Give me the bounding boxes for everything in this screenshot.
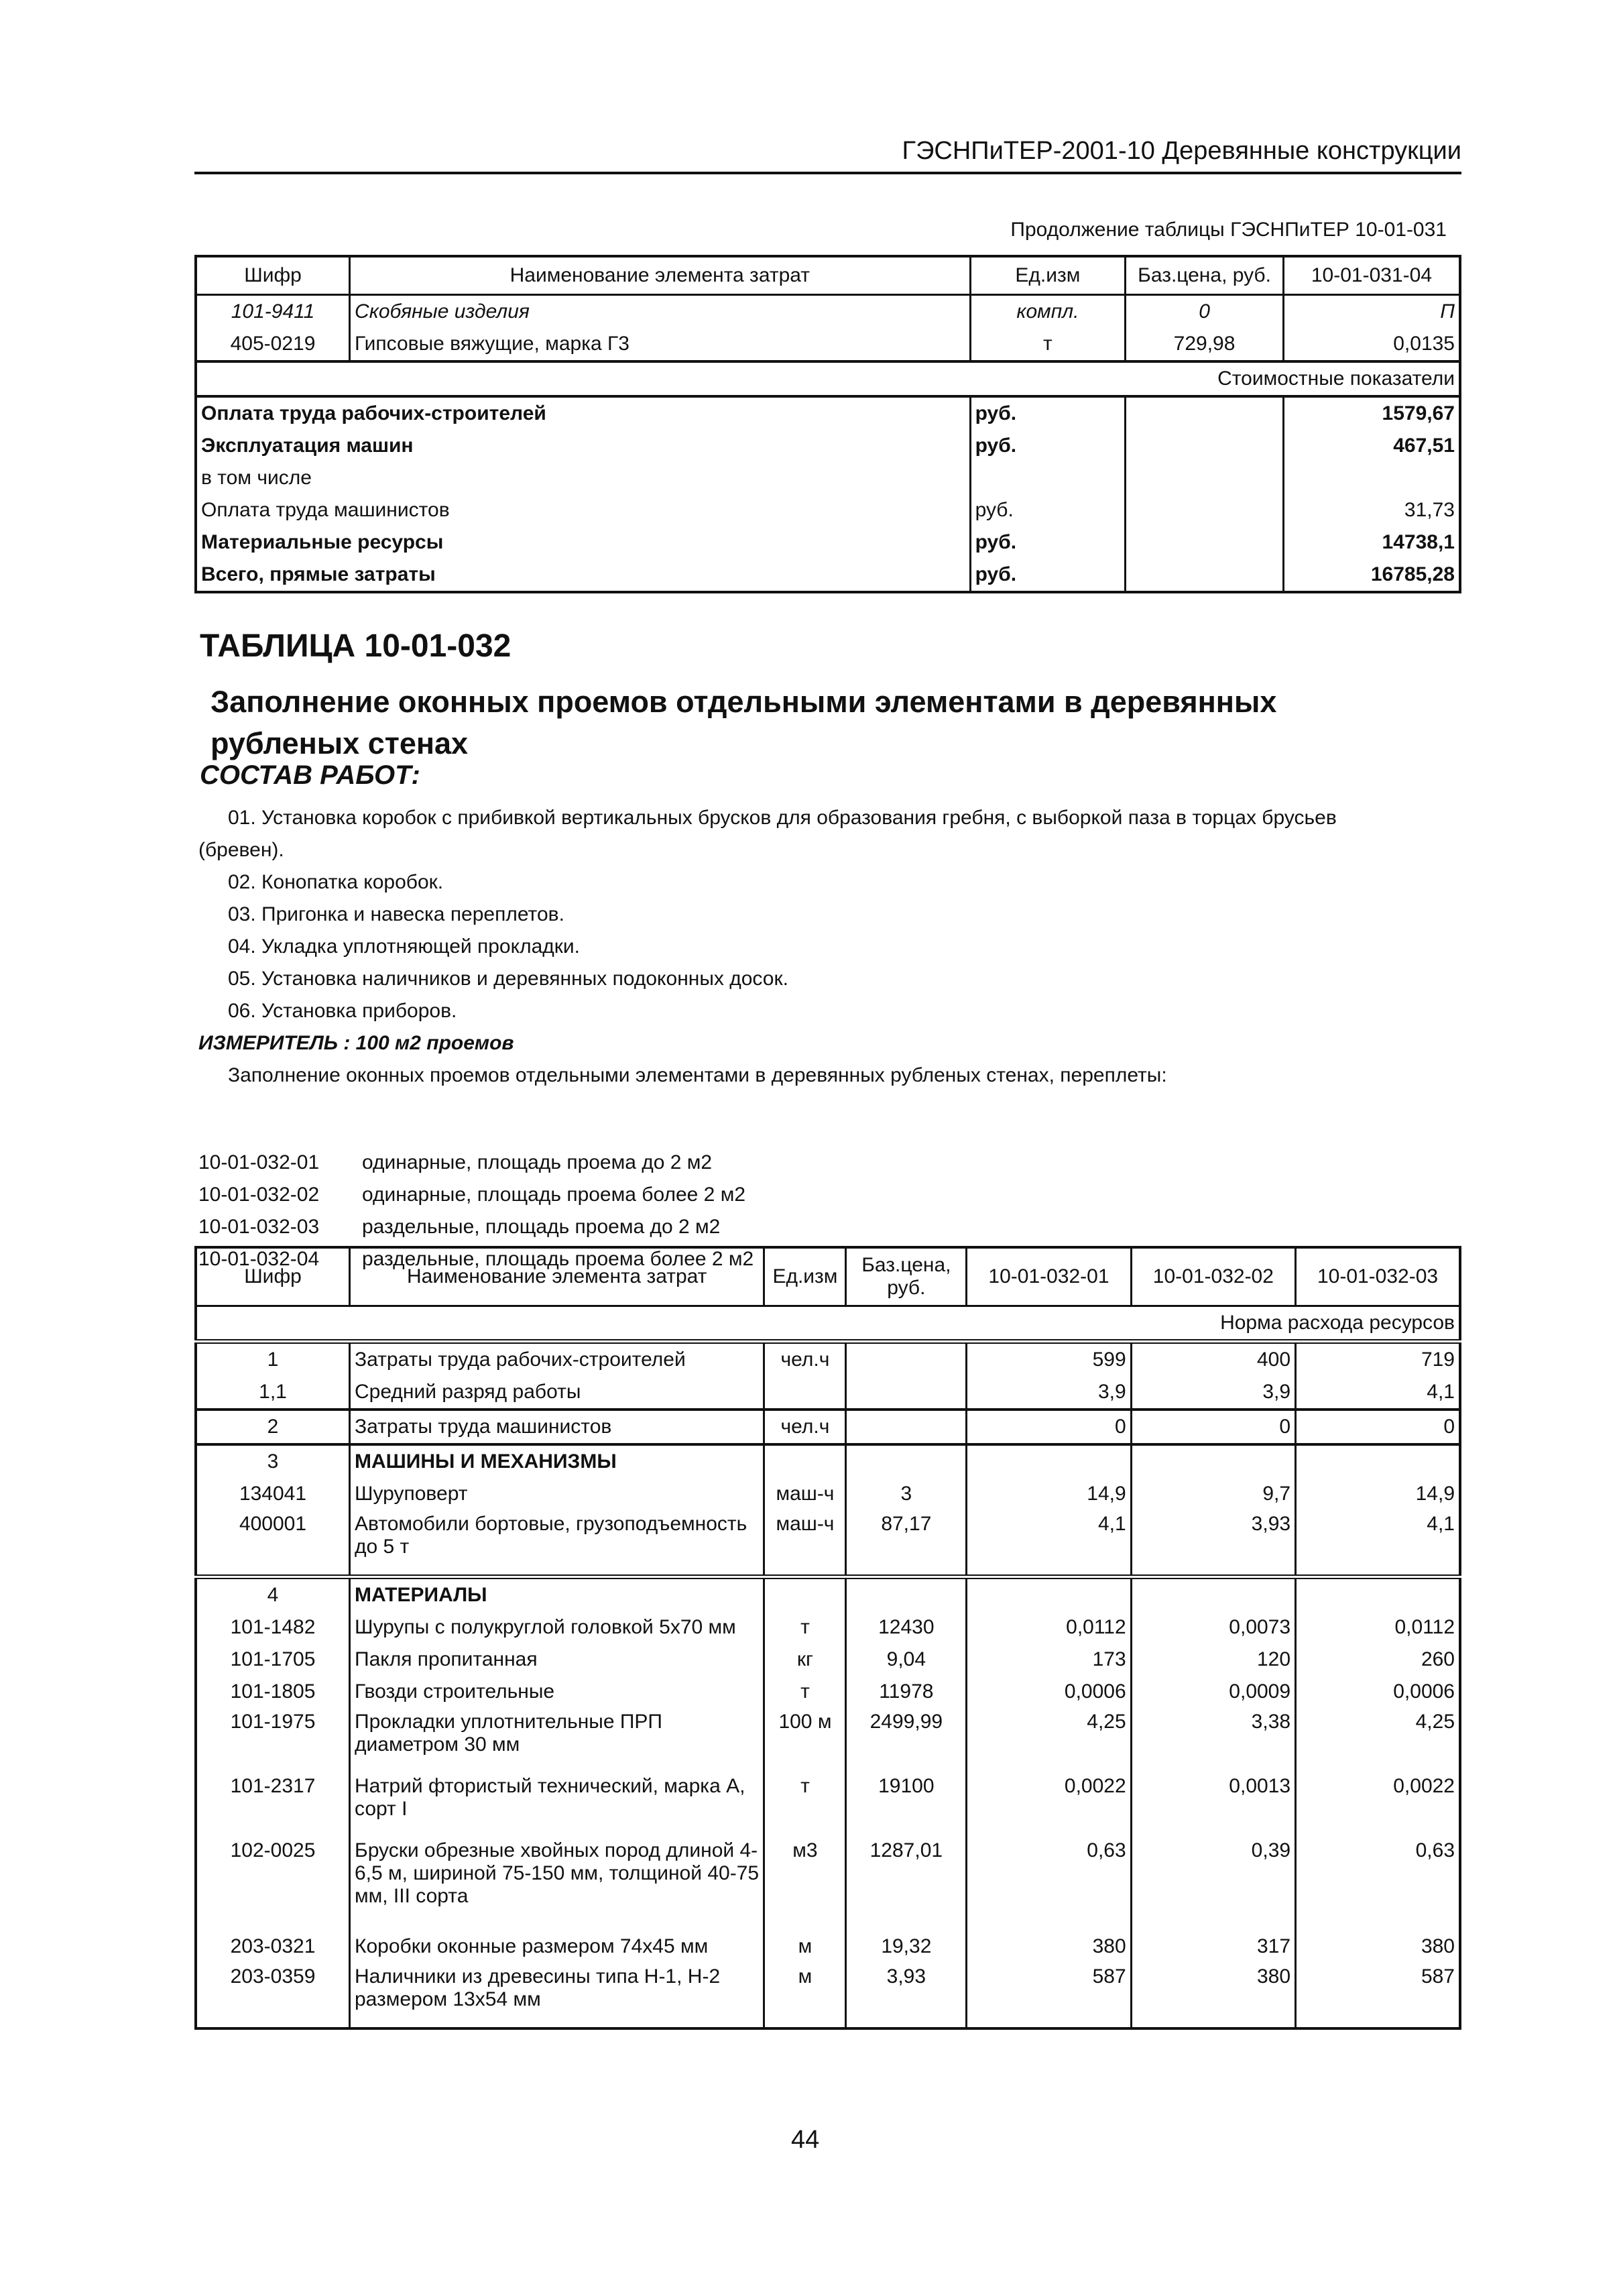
cell-unit: т (970, 328, 1126, 361)
cell-norm-02: 380 (1131, 1963, 1295, 2028)
cell-price (846, 1577, 967, 1612)
cell-unit: маш-ч (764, 1510, 846, 1577)
cell-price: 19,32 (846, 1931, 967, 1963)
cell-unit: м3 (764, 1837, 846, 1931)
code-id: 10-01-032-01 (198, 1151, 320, 1173)
cell-norm-01: 0,63 (967, 1837, 1131, 1931)
work-item: 04. Укладка уплотняющей прокладки. (228, 935, 580, 958)
cost-row (196, 494, 1460, 526)
code-desc: одинарные, площадь проема более 2 м2 (362, 1184, 746, 1206)
cell-price: 12430 (846, 1611, 967, 1644)
cell-unit: кг (764, 1644, 846, 1676)
work-item: 03. Пригонка и навеска переплетов. (228, 903, 564, 925)
work-item: 01. Установка коробок с прибивкой вертикальных брусков для образования гребня, с выборкой паза в торцах брусьев (228, 807, 1337, 829)
table-row (196, 295, 1460, 329)
cell-code: 134041 (239, 1483, 307, 1505)
cost-unit: руб. (970, 396, 1126, 430)
cell-norm-01: 173 (967, 1644, 1131, 1676)
cell-norm-01: 14,9 (967, 1478, 1131, 1510)
table-row (196, 1478, 1460, 1510)
cell-name: Натрий фтористый технический, марка А, сорт I (350, 1772, 764, 1837)
cell-code: 3 (196, 1444, 350, 1478)
code-item (198, 1211, 754, 1243)
cell-norm-01 (967, 1444, 1131, 1478)
code-item (198, 1147, 754, 1179)
cell-norm-03: 4,1 (1296, 1376, 1460, 1410)
table-row (196, 1931, 1460, 1963)
cell-name: МАТЕРИАЛЫ (350, 1577, 764, 1612)
cell-price: 1287,01 (846, 1837, 967, 1931)
table-row (196, 1611, 1460, 1644)
work-item: 05. Установка наличников и деревянных подоконных досок. (228, 968, 788, 990)
code-desc: раздельные, площадь проема до 2 м2 (362, 1216, 721, 1238)
table-title: ТАБЛИЦА 10-01-032 (200, 628, 512, 664)
cell-norm-02: 3,9 (1131, 1376, 1295, 1410)
code-desc: одинарные, площадь проема до 2 м2 (362, 1151, 713, 1173)
cell-name: Гвозди строительные (350, 1676, 764, 1708)
cell-code: 1 (267, 1348, 279, 1371)
cell-unit: т (764, 1611, 846, 1644)
cost-label: Стоимостные показатели (1217, 367, 1455, 390)
cell-norm-02: 0,0009 (1131, 1676, 1295, 1708)
cell-name: Шуруповерт (350, 1478, 764, 1510)
cell-unit (764, 1376, 846, 1410)
cell-code: 4 (196, 1577, 350, 1612)
table-10-01-032 (194, 1246, 1461, 2030)
cost-value: 16785,28 (1283, 559, 1460, 592)
table-row (196, 1410, 1460, 1444)
work-item: 02. Конопатка коробок. (228, 871, 444, 893)
header-code: Шифр (196, 1247, 350, 1306)
cell-name: Шурупы с полукруглой головкой 5х70 мм (350, 1611, 764, 1644)
cost-value: 31,73 (1283, 494, 1460, 526)
cell-code: 405-0219 (230, 333, 316, 355)
cell-name: Гипсовые вяжущие, марка Г3 (350, 328, 971, 361)
cell-norm-01: 0,0022 (967, 1772, 1131, 1837)
cell-norm-03: 0 (1296, 1410, 1460, 1444)
cell-code: 101-1482 (230, 1616, 316, 1638)
cost-value: 14738,1 (1283, 526, 1460, 559)
cost-name: Эксплуатация машин (201, 435, 414, 457)
cell-value: П (1283, 295, 1460, 329)
cell-name: Затраты труда машинистов (350, 1410, 764, 1444)
cell-norm-02: 0 (1131, 1410, 1295, 1444)
cell-norm-01 (967, 1577, 1131, 1612)
cost-row (196, 396, 1460, 430)
header-code: Шифр (196, 256, 350, 295)
cost-unit: руб. (970, 494, 1126, 526)
cell-unit: т (764, 1772, 846, 1837)
header-price: Баз.цена, руб. (846, 1247, 967, 1306)
section-title: Заполнение оконных проемов отдельными элементами в деревянных рубленых стенах (211, 685, 1277, 760)
cell-code: 102-0025 (230, 1839, 316, 1861)
cell-unit: чел.ч (764, 1410, 846, 1444)
cell-norm-03: 4,1 (1296, 1510, 1460, 1577)
cell-code: 400001 (239, 1513, 307, 1535)
cost-value (1283, 462, 1460, 494)
intro-text: Заполнение оконных проемов отдельными элементами в деревянных рубленых стенах, переплеты: (228, 1064, 1167, 1086)
running-header-title: ГЭСНПиТЕР-2001-10 Деревянные конструкции (902, 137, 1461, 165)
table-row (196, 1772, 1460, 1837)
cell-unit: т (764, 1676, 846, 1708)
table-row (196, 328, 1460, 361)
cell-norm-03: 4,25 (1296, 1708, 1460, 1772)
cell-price: 3,93 (846, 1963, 967, 2028)
cell-norm-01: 4,25 (967, 1708, 1131, 1772)
cost-name: Материальные ресурсы (201, 531, 444, 553)
cell-norm-01: 0,0112 (967, 1611, 1131, 1644)
cost-name: Всего, прямые затраты (201, 563, 436, 585)
cell-norm-01: 3,9 (967, 1376, 1131, 1410)
cell-price: 19100 (846, 1772, 967, 1837)
cell-unit: м (764, 1963, 846, 2028)
cell-norm-03: 0,0006 (1296, 1676, 1460, 1708)
cell-norm-02: 3,38 (1131, 1708, 1295, 1772)
table-header-row (196, 1247, 1460, 1306)
cell-code: 101-1705 (230, 1648, 316, 1670)
work-item-continuation: (бревен). (198, 839, 284, 861)
table-body (196, 1342, 1460, 2029)
header-name: Наименование элемента затрат (350, 1247, 764, 1306)
header-norm: 10-01-031-04 (1283, 256, 1460, 295)
cell-price (846, 1410, 967, 1444)
cost-unit (970, 462, 1126, 494)
cost-name: в том числе (201, 467, 312, 489)
sostav-label: СОСТАВ РАБОТ: (200, 760, 420, 790)
cell-norm-03: 14,9 (1296, 1478, 1460, 1510)
cost-value: 467,51 (1283, 430, 1460, 462)
cell-norm-03: 0,0112 (1296, 1611, 1460, 1644)
cell-norm-02: 400 (1131, 1342, 1295, 1377)
header-norm-03: 10-01-032-03 (1296, 1247, 1460, 1306)
cell-name: Автомобили бортовые, грузоподъемность до 5 т (350, 1510, 764, 1577)
header-norm-01: 10-01-032-01 (967, 1247, 1131, 1306)
header-unit: Ед.изм (764, 1247, 846, 1306)
cell-norm-02: 0,39 (1131, 1837, 1295, 1931)
cost-value: 1579,67 (1283, 396, 1460, 430)
cell-norm-01: 587 (967, 1963, 1131, 2028)
code-desc: раздельные, площадь проема более 2 м2 (362, 1248, 754, 1270)
cell-code: 101-1975 (230, 1711, 316, 1733)
table-row (196, 1837, 1460, 1931)
cell-price: 729,98 (1126, 328, 1284, 361)
cell-norm-01: 0,0006 (967, 1676, 1131, 1708)
norm-label: Норма расхода ресурсов (1220, 1312, 1455, 1334)
cell-norm-02: 0,0073 (1131, 1611, 1295, 1644)
cell-code: 2 (196, 1410, 350, 1444)
cell-price: 11978 (846, 1676, 967, 1708)
table-row (196, 1577, 1460, 1612)
cell-code: 1,1 (259, 1381, 287, 1403)
cell-norm-02 (1131, 1577, 1295, 1612)
cost-unit: руб. (970, 430, 1126, 462)
cell-name: МАШИНЫ И МЕХАНИЗМЫ (350, 1444, 764, 1478)
cell-price: 3 (846, 1478, 967, 1510)
cell-price (846, 1444, 967, 1478)
cost-row (196, 430, 1460, 462)
table-row (196, 1676, 1460, 1708)
cell-norm-03: 0,0022 (1296, 1772, 1460, 1837)
cell-name: Бруски обрезные хвойных пород длиной 4-6,5 м, шириной 75-150 мм, толщиной 40-75 мм, III сорта (350, 1837, 764, 1931)
cell-norm-02: 0,0013 (1131, 1772, 1295, 1837)
table-row (196, 1963, 1460, 2028)
running-header (194, 134, 1461, 174)
table-row (196, 1510, 1460, 1577)
code-item (198, 1179, 754, 1211)
cell-code: 203-0321 (230, 1935, 316, 1957)
cell-unit: м (764, 1931, 846, 1963)
cell-norm-02: 9,7 (1131, 1478, 1295, 1510)
table-row (196, 1708, 1460, 1772)
cell-value: 0,0135 (1283, 328, 1460, 361)
cell-norm-01: 0 (967, 1410, 1131, 1444)
cell-norm-03: 719 (1296, 1342, 1460, 1377)
cell-code: 203-0359 (230, 1965, 316, 1988)
cell-norm-03: 0,63 (1296, 1837, 1460, 1931)
cell-code: 101-1805 (230, 1680, 316, 1703)
cell-norm-03: 260 (1296, 1644, 1460, 1676)
cell-price (846, 1376, 967, 1410)
cell-unit (764, 1577, 846, 1612)
cell-norm-01: 599 (967, 1342, 1131, 1377)
cell-norm-02: 317 (1131, 1931, 1295, 1963)
table-row (196, 1444, 1460, 1478)
cell-unit: компл. (970, 295, 1126, 329)
cell-unit: маш-ч (764, 1478, 846, 1510)
header-price: Баз.цена, руб. (1126, 256, 1284, 295)
continuation-note: Продолжение таблицы ГЭСНПиТЕР 10-01-031 (1010, 219, 1447, 241)
table-row (196, 1342, 1460, 1377)
norm-label-row (196, 1306, 1460, 1342)
cell-name: Коробки оконные размером 74х45 мм (350, 1931, 764, 1963)
cell-unit: чел.ч (764, 1342, 846, 1377)
code-id: 10-01-032-02 (198, 1184, 320, 1206)
cell-price: 87,17 (846, 1510, 967, 1577)
cell-code: 101-9411 (231, 300, 315, 323)
cell-norm-03: 587 (1296, 1963, 1460, 2028)
cost-name: Оплата труда машинистов (201, 499, 450, 521)
cell-norm-02 (1131, 1444, 1295, 1478)
code-id: 10-01-032-04 (198, 1248, 320, 1270)
cell-norm-03: 380 (1296, 1931, 1460, 1963)
cell-unit: 100 м (764, 1708, 846, 1772)
cost-row (196, 559, 1460, 592)
work-list (198, 802, 1452, 1092)
cell-norm-02: 120 (1131, 1644, 1295, 1676)
cell-norm-01: 4,1 (967, 1510, 1131, 1577)
cell-price: 2499,99 (846, 1708, 967, 1772)
cost-label-row (196, 361, 1460, 396)
cell-name: Прокладки уплотнительные ПРП диаметром 30 мм (350, 1708, 764, 1772)
cell-code: 101-2317 (230, 1775, 316, 1797)
cell-price: 0 (1126, 295, 1284, 329)
header-name: Наименование элемента затрат (350, 256, 971, 295)
cell-unit (764, 1444, 846, 1478)
cell-name: Затраты труда рабочих-строителей (350, 1342, 764, 1377)
cell-norm-03 (1296, 1444, 1460, 1478)
cell-norm-02: 3,93 (1131, 1510, 1295, 1577)
cell-norm-01: 380 (967, 1931, 1131, 1963)
cost-row (196, 462, 1460, 494)
code-id: 10-01-032-03 (198, 1216, 320, 1238)
cell-name: Скобяные изделия (350, 295, 971, 329)
cell-name: Наличники из древесины типа Н-1, Н-2 размером 13х54 мм (350, 1963, 764, 2028)
cost-unit: руб. (970, 526, 1126, 559)
header-norm-02: 10-01-032-02 (1131, 1247, 1295, 1306)
header-unit: Ед.изм (970, 256, 1126, 295)
table-row (196, 1644, 1460, 1676)
table-header-row (196, 256, 1460, 295)
table-row (196, 1376, 1460, 1410)
cost-row (196, 526, 1460, 559)
table-10-01-031-continued (194, 255, 1461, 593)
cell-norm-03 (1296, 1577, 1460, 1612)
cell-price: 9,04 (846, 1644, 967, 1676)
cell-name: Средний разряд работы (350, 1376, 764, 1410)
page-number: 44 (791, 2126, 820, 2154)
cell-price (846, 1342, 967, 1377)
work-item: 06. Установка приборов. (228, 1000, 457, 1022)
meter-label: ИЗМЕРИТЕЛЬ : 100 м2 проемов (198, 1032, 514, 1054)
cell-name: Пакля пропитанная (350, 1644, 764, 1676)
cost-name: Оплата труда рабочих-строителей (201, 402, 546, 424)
cost-unit: руб. (970, 559, 1126, 592)
